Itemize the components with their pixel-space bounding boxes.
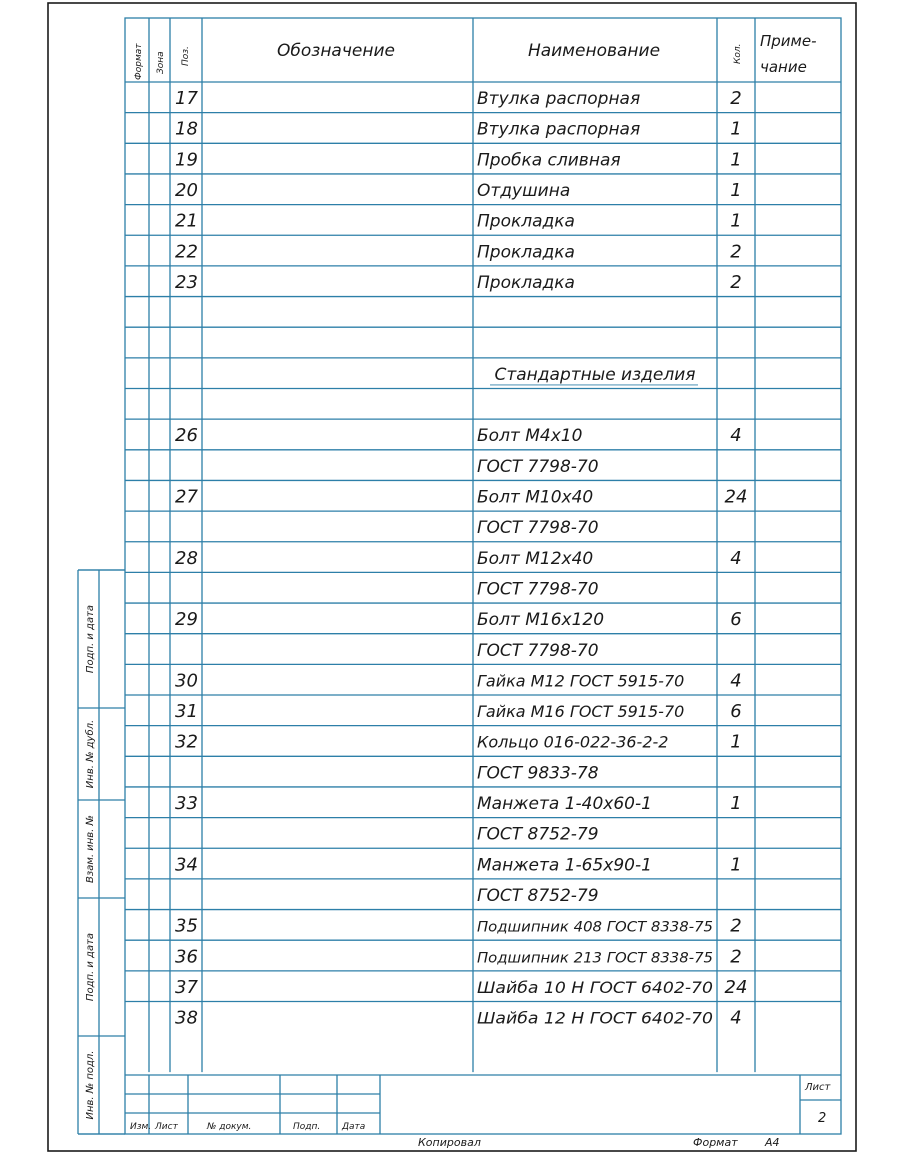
- row-position: 29: [175, 609, 198, 631]
- row-position: 37: [175, 976, 198, 998]
- row-quantity: 2: [730, 271, 742, 293]
- row-name: Втулка распорная: [477, 119, 641, 140]
- row-position: 33: [175, 793, 198, 815]
- row-quantity: 4: [730, 425, 742, 447]
- header-pos: Поз.: [181, 46, 191, 66]
- row-name: Подшипник 408 ГОСТ 8338-75: [477, 919, 714, 936]
- title-izm: Изм.: [130, 1122, 152, 1132]
- row-position: 35: [175, 915, 198, 937]
- row-quantity: 1: [730, 118, 742, 140]
- footer-copied: Копировал: [418, 1136, 481, 1149]
- row-name: ГОСТ 8752-79: [477, 885, 599, 906]
- row-name: ГОСТ 7798-70: [477, 579, 599, 600]
- row-name: Втулка распорная: [477, 89, 641, 110]
- row-name: Манжета 1-40х60-1: [477, 794, 652, 815]
- row-name: Пробка сливная: [477, 150, 621, 171]
- row-position: 32: [175, 731, 198, 753]
- row-quantity: 4: [730, 1007, 742, 1029]
- row-name: Гайка М12 ГОСТ 5915-70: [477, 671, 685, 691]
- side-label: Взам. инв. №: [85, 815, 96, 883]
- section-heading: Стандартные изделия: [494, 364, 696, 385]
- row-quantity: 1: [730, 731, 742, 753]
- header-note-line2: чание: [760, 58, 807, 76]
- row-quantity: 2: [730, 946, 742, 968]
- row-name: Прокладка: [477, 211, 575, 232]
- row-name: ГОСТ 7798-70: [477, 640, 599, 661]
- row-position: 22: [175, 241, 198, 263]
- title-sheet-number: 2: [818, 1111, 827, 1126]
- row-name: Болт М16х120: [477, 610, 605, 631]
- row-name: Подшипник 213 ГОСТ 8338-75: [477, 950, 714, 967]
- row-name: Прокладка: [477, 242, 575, 263]
- header-qty: Кол.: [733, 43, 743, 64]
- row-name: ГОСТ 9833-78: [477, 763, 599, 784]
- row-quantity: 2: [730, 915, 742, 937]
- header-name: Наименование: [527, 41, 661, 61]
- row-name: ГОСТ 7798-70: [477, 456, 599, 477]
- row-position: 18: [175, 118, 198, 140]
- title-list: Лист: [155, 1122, 178, 1132]
- title-sheet-label: Лист: [805, 1082, 831, 1093]
- table-rows: [175, 88, 747, 1029]
- title-doc-no: № докум.: [207, 1122, 252, 1132]
- side-label: Инв. № подл.: [85, 1050, 96, 1120]
- row-quantity: 4: [730, 670, 742, 692]
- row-name: Болт М12х40: [477, 548, 594, 569]
- side-label: Инв. № дубл.: [85, 719, 96, 789]
- row-name: Болт М4х10: [477, 426, 583, 447]
- row-name: Прокладка: [477, 272, 575, 293]
- row-quantity: 1: [730, 793, 742, 815]
- title-sign: Подп.: [293, 1122, 321, 1132]
- row-name: Гайка М16 ГОСТ 5915-70: [477, 702, 685, 722]
- header-designation: Обозначение: [277, 41, 395, 61]
- row-position: 20: [175, 180, 198, 202]
- row-quantity: 2: [730, 241, 742, 263]
- row-position: 26: [175, 425, 198, 447]
- row-quantity: 1: [730, 149, 742, 171]
- footer-format-label: Формат: [693, 1136, 738, 1149]
- row-position: 30: [175, 670, 198, 692]
- row-position: 31: [175, 701, 198, 723]
- row-quantity: 1: [730, 180, 742, 202]
- row-name: ГОСТ 8752-79: [477, 824, 599, 845]
- header-note-line1: Приме-: [760, 32, 817, 50]
- row-quantity: 1: [730, 210, 742, 232]
- row-name: Кольцо 016-022-36-2-2: [477, 732, 669, 752]
- row-quantity: 24: [724, 486, 748, 508]
- row-quantity: 2: [730, 88, 742, 110]
- row-name: Шайба 10 Н ГОСТ 6402-70: [477, 977, 713, 997]
- row-quantity: 4: [730, 547, 742, 569]
- row-position: 23: [175, 271, 198, 293]
- title-date: Дата: [342, 1122, 366, 1132]
- row-name: Болт М10х40: [477, 487, 594, 508]
- row-position: 27: [175, 486, 198, 508]
- header-format: Формат: [134, 43, 144, 80]
- row-position: 28: [175, 547, 198, 569]
- header-zone: Зона: [156, 51, 166, 74]
- row-name: Манжета 1-65х90-1: [477, 855, 652, 876]
- footer-format-value: А4: [765, 1136, 780, 1149]
- row-position: 19: [175, 149, 198, 171]
- side-label: Подп. и дата: [85, 932, 96, 1002]
- row-position: 34: [175, 854, 198, 876]
- row-quantity: 24: [724, 976, 748, 998]
- side-label: Подп. и дата: [85, 604, 96, 674]
- row-position: 38: [175, 1007, 198, 1029]
- row-name: ГОСТ 7798-70: [477, 518, 599, 539]
- row-position: 36: [175, 946, 198, 968]
- side-strip: [78, 570, 125, 1134]
- row-position: 17: [175, 88, 198, 110]
- row-name: Шайба 12 Н ГОСТ 6402-70: [477, 1008, 713, 1028]
- row-quantity: 6: [730, 701, 742, 723]
- row-quantity: 6: [730, 609, 742, 631]
- row-name: Отдушина: [477, 181, 571, 202]
- row-quantity: 1: [730, 854, 742, 876]
- row-position: 21: [175, 210, 198, 232]
